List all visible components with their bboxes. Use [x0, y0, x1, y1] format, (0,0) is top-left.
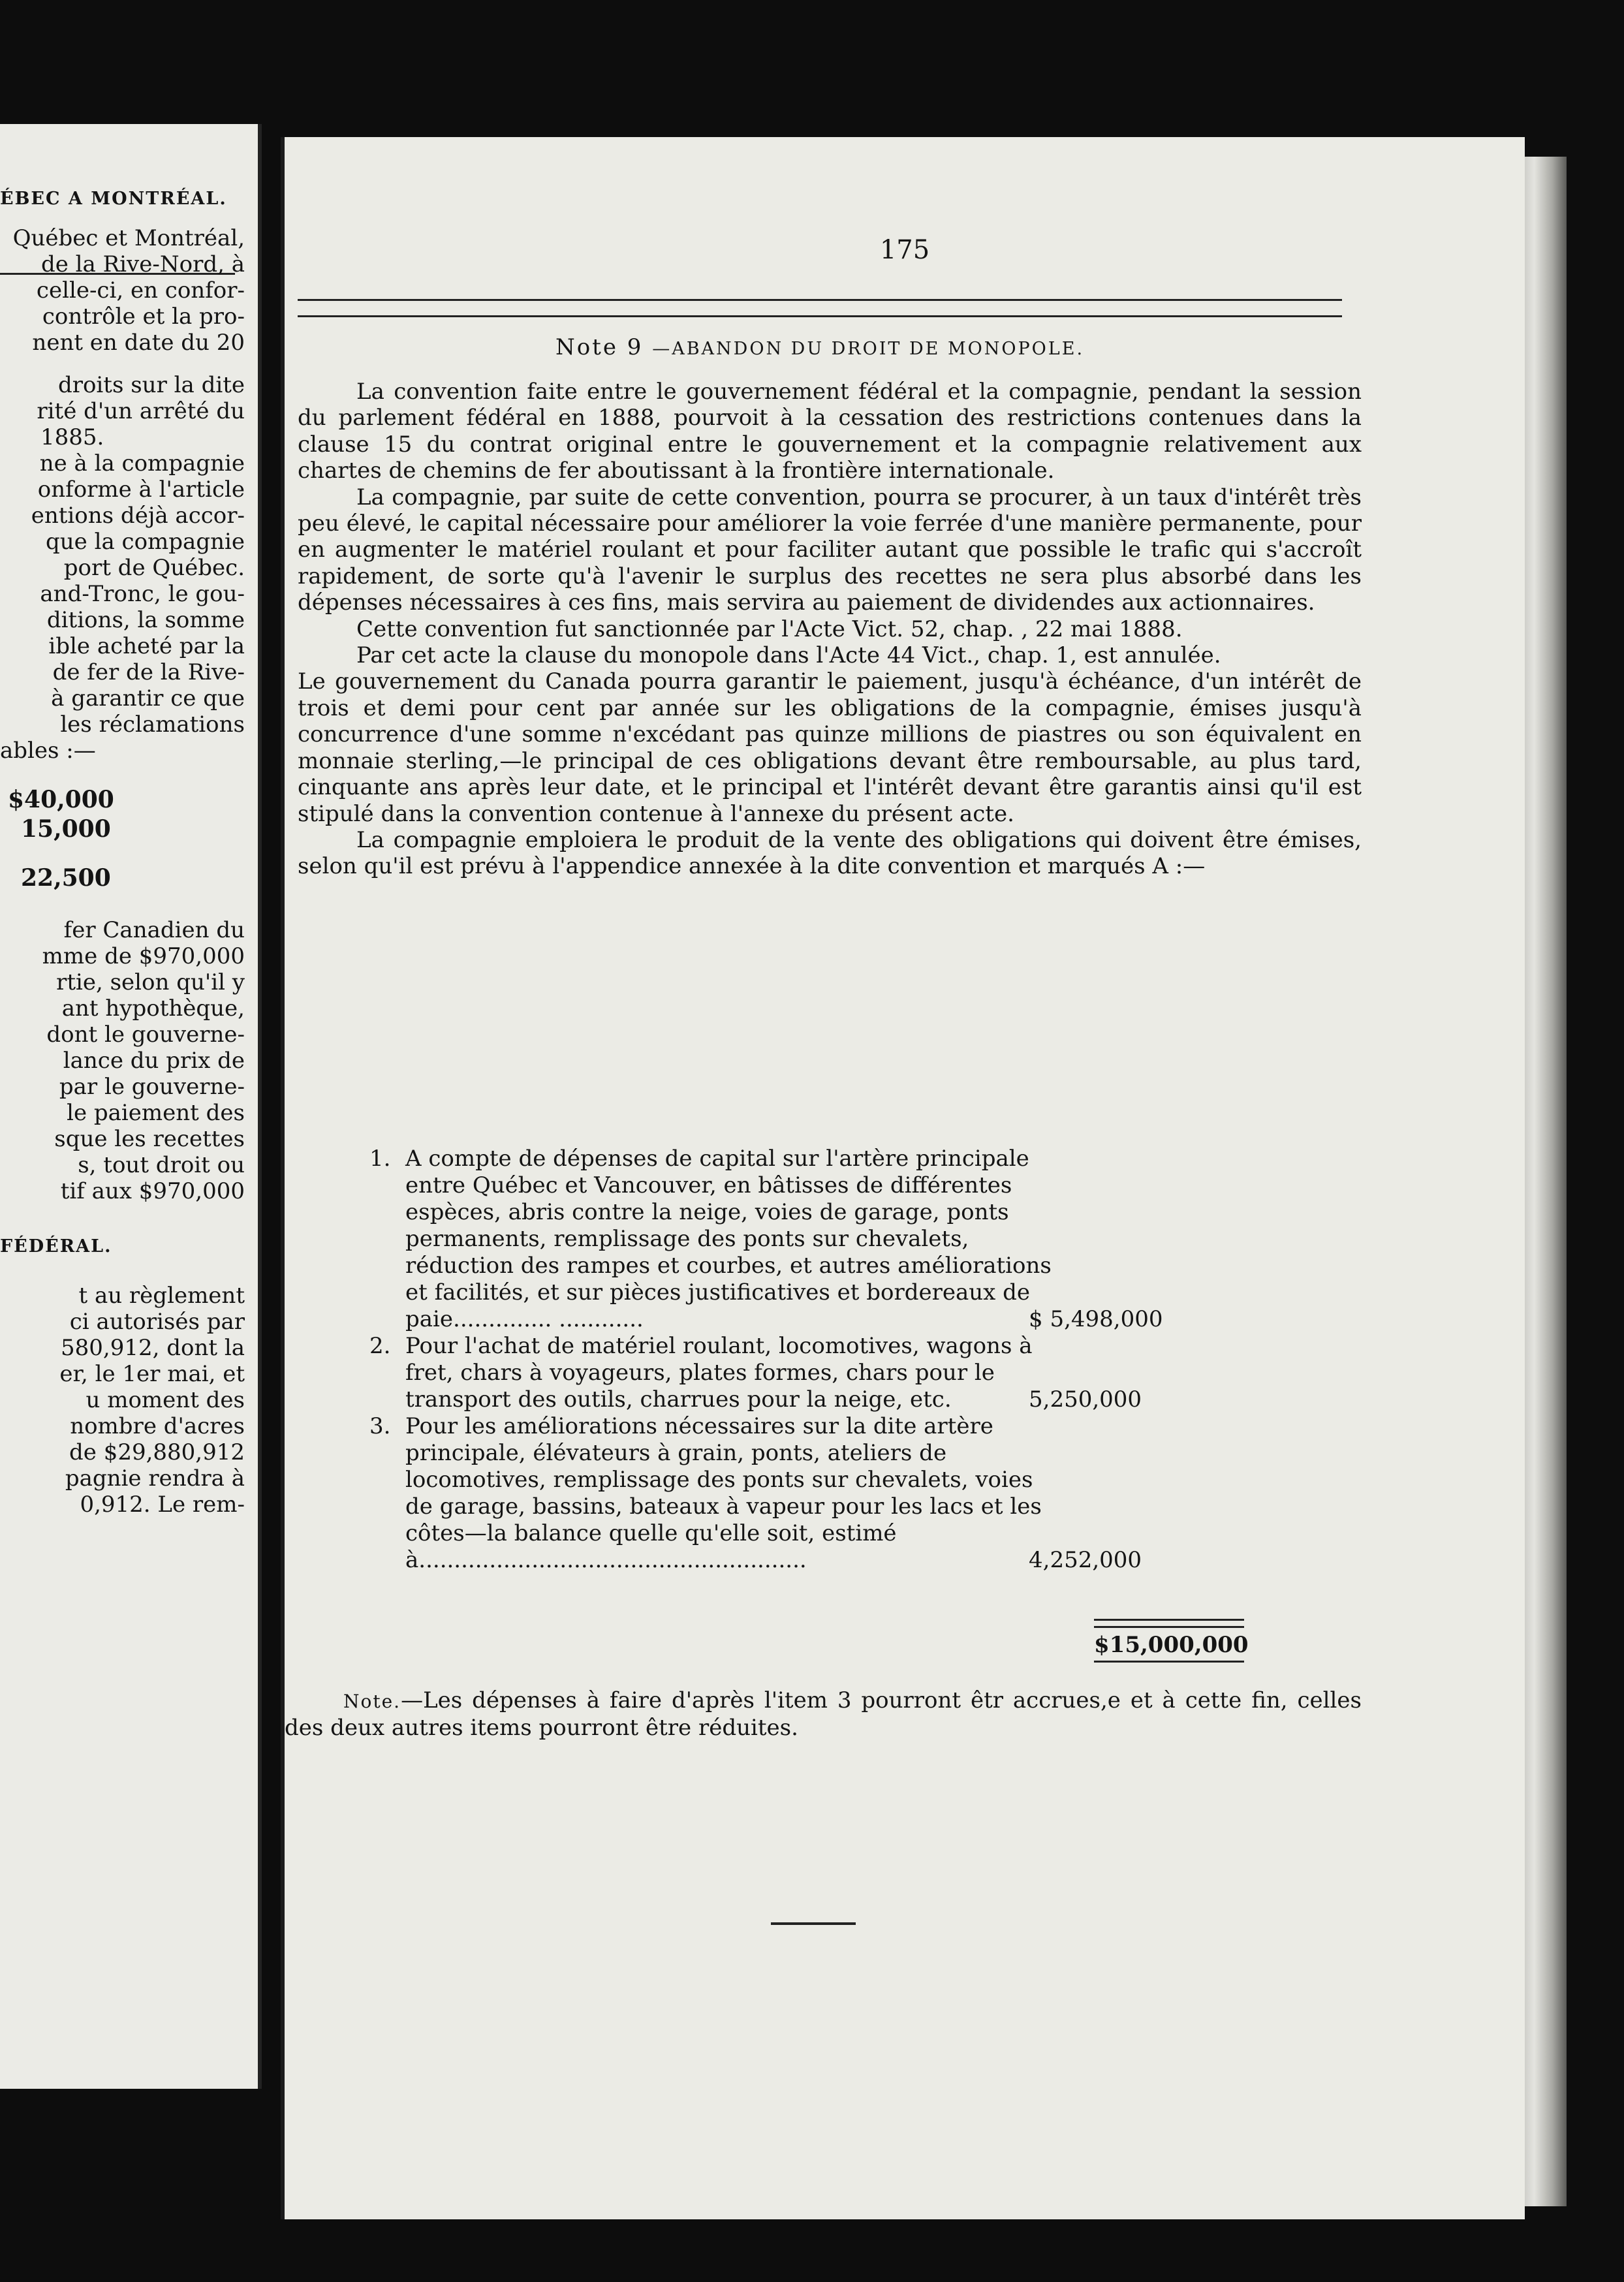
previous-page-line: rité d'un arrêté du	[37, 398, 245, 424]
item-number: 3.	[369, 1413, 391, 1439]
previous-page-line: dont le gouverne-	[46, 1022, 245, 1048]
previous-page-line: 580,912, dont la	[61, 1335, 245, 1361]
previous-page-line: 0,912. Le rem-	[80, 1492, 245, 1518]
footnote-label: Note.	[343, 1691, 401, 1712]
paragraph: La convention faite entre le gouvernement fédéral et la compagnie, pendant la session du parlement fédéral en 1888, pourvoit à la cessation des restrictions contenues dans la clause 15 du contrat original entre le gouvernement et la compagnie relativement aux chartes de chemins de fer aboutissant à la frontière internationale.	[298, 379, 1362, 484]
item-amount: 5,250,000	[1029, 1386, 1142, 1413]
footnote-text: —Les dépenses à faire d'après l'item 3 pourront êtr accrues,e et à cette fin, celles des deux autres items pourront être réduites.	[285, 1687, 1362, 1741]
previous-page-line: er, le 1er mai, et	[59, 1361, 245, 1387]
previous-page-line: 1885.	[40, 424, 104, 450]
previous-page-line: droits sur la dite	[57, 372, 245, 398]
previous-page	[0, 124, 262, 2089]
previous-page-line: celle-ci, en confor-	[36, 277, 245, 304]
previous-page-line: s, tout droit ou	[78, 1152, 245, 1178]
item-text: A compte de dépenses de capital sur l'artère principale entre Québec et Vancouver, en bâtisses de différentes espèces, abris contre la neige, voies de garage, ponts permanents, remplissage des ponts sur chevalets, réduction des rampes et courbes, et autres améliorations et facilités, et sur pièces justificatives et bordereaux de paie.............. ............	[405, 1146, 1052, 1332]
previous-page-line: nombre d'acres	[70, 1413, 245, 1439]
expense-item	[369, 1146, 1163, 1333]
previous-page-line: ant hypothèque,	[61, 995, 245, 1022]
previous-page-line: le paiement des	[67, 1100, 245, 1126]
header-double-rule	[298, 299, 1342, 317]
previous-page-line: t au règlement	[78, 1283, 245, 1309]
previous-page-line: que la compagnie	[46, 529, 245, 555]
previous-page-line: ditions, la somme	[46, 607, 245, 633]
previous-page-line: contrôle et la pro-	[42, 304, 245, 330]
previous-page-line: lance du prix de	[63, 1048, 245, 1074]
previous-page-line: and-Tronc, le gou-	[40, 581, 245, 607]
footnote	[285, 1687, 1362, 1742]
previous-page-line: mme de $970,000	[42, 943, 245, 969]
end-dash	[771, 1922, 856, 1925]
item-number: 2.	[369, 1333, 391, 1359]
previous-page-line: ne à la compagnie	[39, 450, 245, 477]
item-amount: $ 5,498,000	[1029, 1306, 1163, 1332]
item-number: 1.	[369, 1146, 391, 1172]
previous-page-line: ables :—	[0, 738, 96, 764]
expense-items	[369, 1146, 1257, 1574]
item-text: Pour les améliorations nécessaires sur la dite artère principale, élévateurs à grain, ponts, ateliers de locomotives, remplissage des ponts sur chevalets, voies de garage, bassins, bateaux à vapeur pour les lacs et les côtes—la balance quelle qu'elle soit, estimé à.......................................................	[405, 1413, 1042, 1573]
previous-page-line: de la Rive-Nord, à	[40, 251, 245, 277]
previous-page-line: nent en date du 20	[32, 330, 245, 356]
expense-item	[369, 1333, 1142, 1413]
sum-rule	[1094, 1619, 1244, 1628]
previous-page-line: ible acheté par la	[48, 633, 245, 659]
paragraph: Le gouvernement du Canada pourra garantir le paiement, jusqu'à échéance, d'un intérêt de trois et demi pour cent par année sur les obligations de la compagnie, émises jusqu'à concurrence d'une somme n'excédant pas quinze millions de piastres ou son équivalent en monnaie sterling,—le principal de ces obligations devant être remboursable, au plus tard, cinquante ans après leur date, et le principal et l'intérêt devant être garantis ainsi qu'il est stipulé dans la convention contenue à l'annexe du présent acte.	[298, 668, 1362, 827]
paragraph: La compagnie, par suite de cette convention, pourra se procurer, à un taux d'intérêt très peu élevé, le capital nécessaire pour améliorer la voie ferrée d'une manière permanente, pour en augmenter le matériel roulant et pour faciliter autant que possible le trafic qui s'accroît rapidement, de sorte qu'à l'avenir le surplus des recettes ne sera plus absorbé dans les dépenses nécessaires à ces fins, mais servira au paiement de dividendes aux actionnaires.	[298, 484, 1362, 616]
previous-page-line: $40,000	[8, 786, 114, 813]
previous-page-line: 22,500	[21, 864, 111, 892]
note-title: —ABANDON DU DROIT DE MONOPOLE.	[652, 339, 1085, 359]
previous-page-line: u moment des	[86, 1387, 245, 1413]
previous-page-line: ci autorisés par	[69, 1309, 245, 1335]
previous-page-line: par le gouverne-	[59, 1074, 245, 1100]
paragraph: La compagnie emploiera le produit de la vente des obligations qui doivent être émises, selon qu'il est prévu à l'appendice annexée à la dite convention et marqués A :—	[298, 826, 1362, 880]
paragraph: Par cet acte la clause du monopole dans l'Acte 44 Vict., chap. 1, est annulée.	[356, 642, 1221, 669]
previous-page-line: rtie, selon qu'il y	[56, 969, 245, 995]
current-page	[281, 137, 1525, 2219]
previous-page-line: port de Québec.	[63, 555, 245, 581]
previous-page-line: ÉBEC A MONTRÉAL.	[0, 189, 227, 209]
previous-page-line: entions déjà accor-	[31, 503, 245, 529]
previous-page-line: 15,000	[21, 815, 111, 843]
total-amount: $15,000,000	[1094, 1632, 1244, 1663]
previous-page-line: de $29,880,912	[69, 1439, 245, 1465]
previous-page-line: les réclamations	[60, 711, 245, 738]
note-heading	[285, 334, 1355, 360]
note-label: Note 9	[555, 334, 644, 360]
previous-page-line: Québec et Montréal,	[12, 225, 245, 251]
page-number: 175	[879, 235, 930, 265]
previous-page-line: sque les recettes	[54, 1126, 245, 1152]
previous-page-line: FÉDÉRAL.	[0, 1236, 112, 1257]
expense-item	[369, 1413, 1142, 1574]
body-text	[298, 379, 1362, 880]
item-text: Pour l'achat de matériel roulant, locomotives, wagons à fret, chars à voyageurs, plates formes, chars pour le transport des outils, charrues pour la neige, etc.	[405, 1333, 1033, 1413]
previous-page-line: tif aux $970,000	[60, 1178, 245, 1204]
previous-page-line: à garantir ce que	[51, 685, 245, 711]
item-amount: 4,252,000	[1029, 1547, 1142, 1573]
previous-page-line: pagnie rendra à	[65, 1465, 245, 1492]
previous-page-line: de fer de la Rive-	[52, 659, 245, 685]
previous-page-line: fer Canadien du	[63, 917, 245, 943]
paragraph: Cette convention fut sanctionnée par l'Acte Vict. 52, chap. , 22 mai 1888.	[356, 616, 1183, 642]
previous-page-line: onforme à l'article	[37, 477, 245, 503]
